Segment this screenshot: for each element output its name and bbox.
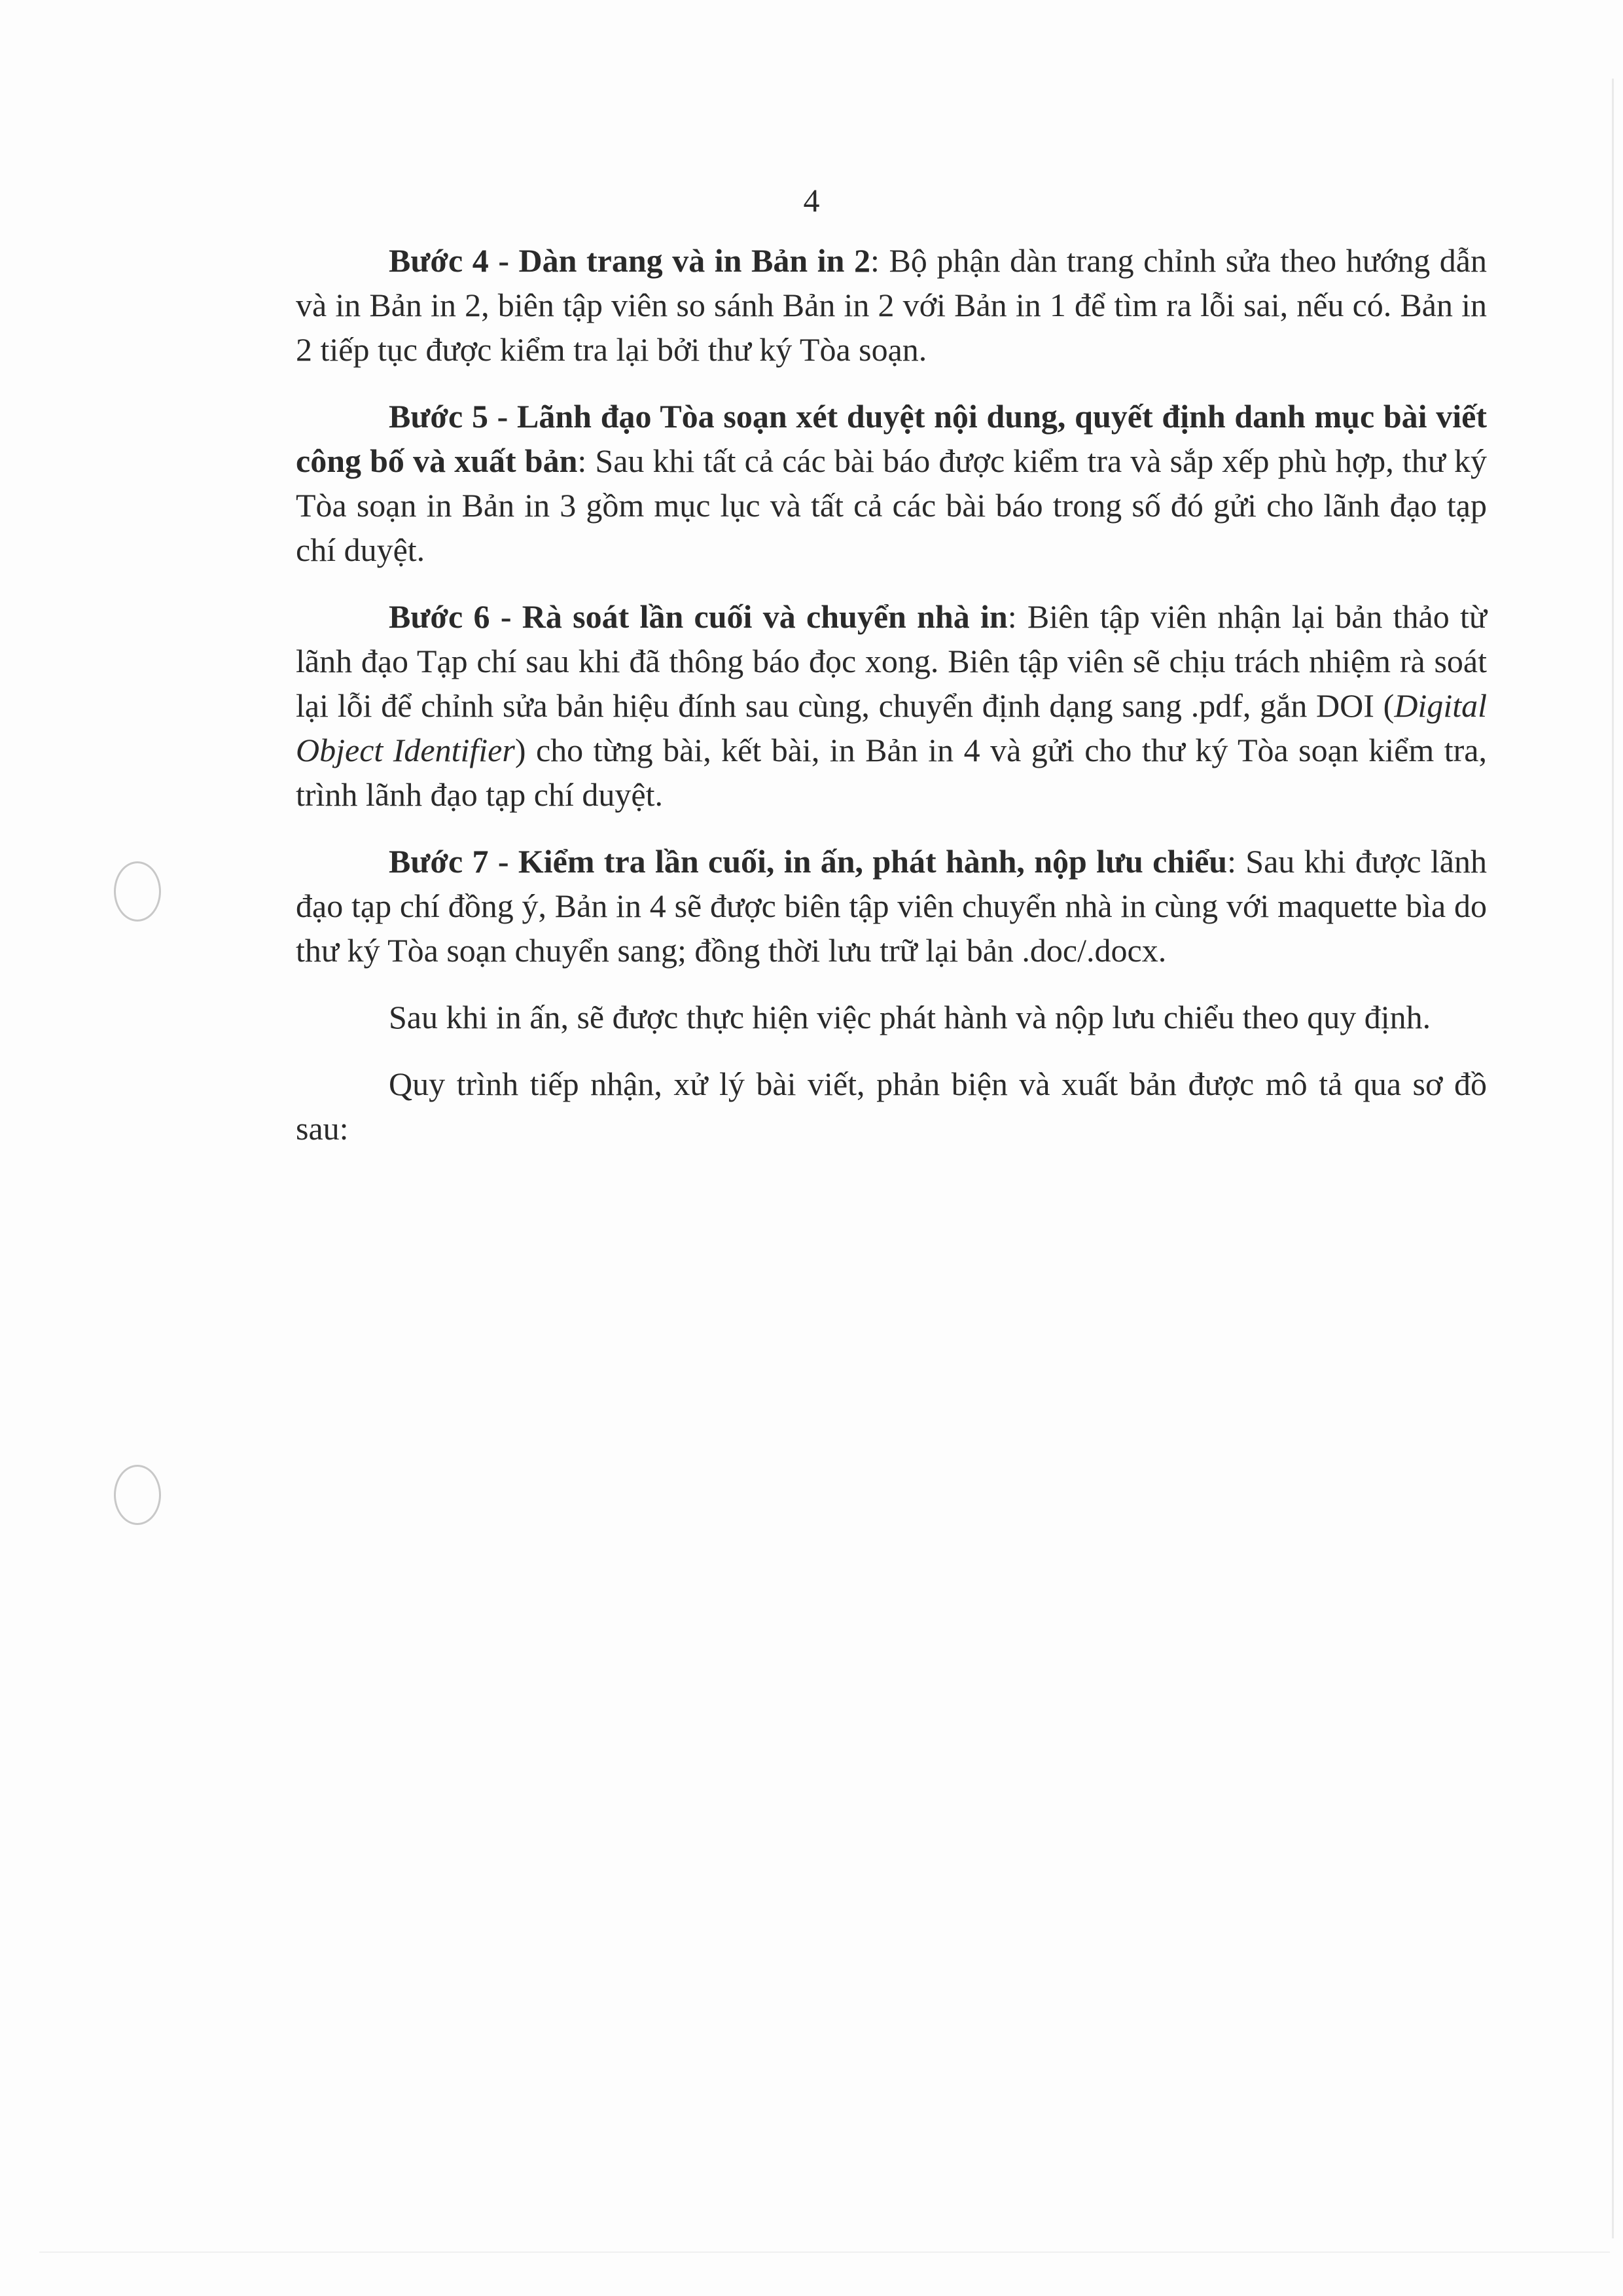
- step-6-doi-term: Digital Object Identifier: [296, 687, 1487, 768]
- after-printing-text: Sau khi in ấn, sẽ được thực hiện việc phát hành và nộp lưu chiểu theo quy định.: [389, 999, 1431, 1035]
- paragraph-step-5: [296, 394, 1487, 572]
- paragraph-process-intro: [296, 1062, 1487, 1151]
- step-4-heading: Bước 4 - Dàn trang và in Bản in 2: [389, 242, 870, 279]
- paragraph-step-6: [296, 594, 1487, 817]
- step-6-text-after: ) cho từng bài, kết bài, in Bản in 4 và gửi cho thư ký Tòa soạn kiểm tra, trình lãnh đạo tạp chí duyệt.: [296, 732, 1487, 813]
- paragraph-step-7: [296, 839, 1487, 973]
- scan-edge-line: [1612, 79, 1614, 2238]
- punch-hole-bottom: [114, 1465, 161, 1525]
- paragraph-after-printing: [296, 995, 1487, 1039]
- step-7-text: : Sau khi được lãnh đạo tạp chí đồng ý, Bản in 4 sẽ được biên tập viên chuyển nhà in cùng với maquette bìa do thư ký Tòa soạn chuyển sang; đồng thời lưu trữ lại bản .doc/.docx.: [296, 843, 1487, 969]
- step-4-text: : Bộ phận dàn trang chỉnh sửa theo hướng dẫn và in Bản in 2, biên tập viên so sánh Bản in 2 với Bản in 1 để tìm ra lỗi sai, nếu có. Bản in 2 tiếp tục được kiểm tra lại bởi thư ký Tòa soạn.: [296, 242, 1487, 368]
- step-5-text: : Sau khi tất cả các bài báo được kiểm tra và sắp xếp phù hợp, thư ký Tòa soạn in Bản in 3 gồm mục lục và tất cả các bài báo trong số đó gửi cho lãnh đạo tạp chí duyệt.: [296, 442, 1488, 568]
- page-number: 4: [803, 182, 820, 219]
- scan-bottom-line: [39, 2251, 1610, 2253]
- paragraph-step-4: [296, 238, 1487, 372]
- punch-hole-top: [114, 861, 161, 922]
- step-6-text-before: : Biên tập viên nhận lại bản thảo từ lãnh đạo Tạp chí sau khi đã thông báo đọc xong. Biên tập viên sẽ chịu trách nhiệm rà soát lại lỗi để chỉnh sửa bản hiệu đính sau cùng, chuyển định dạng sang .pdf, gắn DOI (: [296, 598, 1487, 724]
- process-intro-text: Quy trình tiếp nhận, xử lý bài viết, phản biện và xuất bản được mô tả qua sơ đồ sau:: [296, 1066, 1487, 1147]
- step-7-heading: Bước 7 - Kiểm tra lần cuối, in ấn, phát hành, nộp lưu chiểu: [389, 843, 1228, 880]
- step-6-heading: Bước 6 - Rà soát lần cuối và chuyển nhà in: [389, 598, 1008, 635]
- step-5-heading: Bước 5 - Lãnh đạo Tòa soạn xét duyệt nội dung, quyết định danh mục bài viết công bố và xuất bản: [296, 398, 1487, 479]
- document-body: [296, 238, 1487, 1173]
